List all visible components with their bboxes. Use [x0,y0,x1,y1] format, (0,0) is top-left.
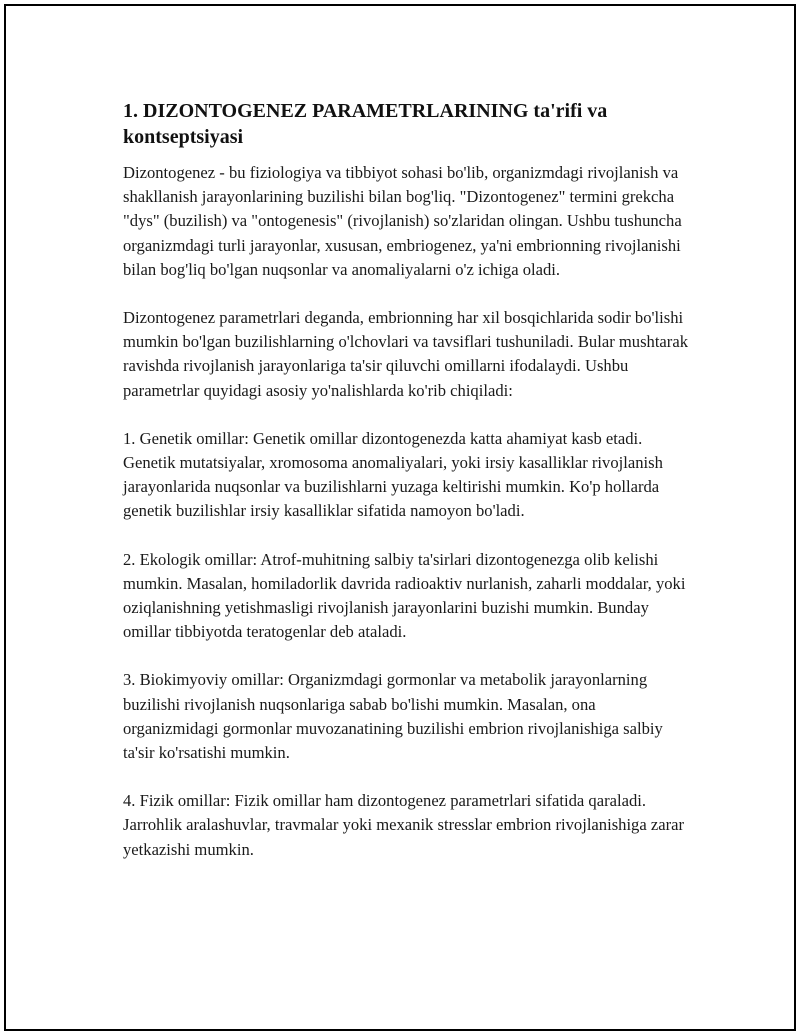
paragraph-parameters: Dizontogenez parametrlari deganda, embrionning har xil bosqichlarida sodir bo'lishi mumkin bo'lgan buzilishlarning o'lchovlari va tavsiflari tushuniladi. Bular mushtarak ravishda rivojlanish jarayonlariga ta'sir qiluvchi omillarni ifodalaydi. Ushbu parametrlar quyidagi asosiy yo'nalishlarda ko'rib chiqiladi: [123,308,688,400]
paragraph-biochemical-factors: 3. Biokimyoviy omillar: Organizmdagi gormonlar va metabolik jarayonlarning buzilishi rivojlanish nuqsonlariga sabab bo'lishi mumkin. Masalan, ona organizmidagi gormonlar muvozanatining buzilishi embrion rivojlanishiga salbiy ta'sir ko'rsatishi mumkin. [123,670,663,763]
page-frame [4,4,796,1031]
document-title: 1. DIZONTOGENEZ PARAMETRLARINING ta'rifi va kontseptsiyasi [123,100,608,148]
paragraph-intro: Dizontogenez - bu fiziologiya va tibbiyot sohasi bo'lib, organizmdagi rivojlanish va shakllanish jarayonlarining buzilishi bilan bog'liq. "Dizontogenez" termini grekcha "dys" (buzilish) va "ontogenesis" (rivojlanish) so'zlaridan olingan. Ushbu tushuncha organizmdagi turli jarayonlar, xususan, embriogenez, ya'ni embrionning rivojlanishi bilan bog'liq bo'lgan nuqsonlar va anomaliyalarni o'z ichiga oladi. [123,163,682,279]
paragraph-physical-factors: 4. Fizik omillar: Fizik omillar ham dizontogenez parametrlari sifatida qaraladi. Jarrohlik aralashuvlar, travmalar yoki mexanik stresslar embrion rivojlanishiga zarar yetkazishi mumkin. [123,791,685,859]
paragraph-ecological-factors: 2. Ekologik omillar: Atrof-muhitning salbiy ta'sirlari dizontogenezga olib kelishi mumkin. Masalan, homiladorlik davrida radioaktiv nurlanish, zaharli moddalar, yoki oziqlanishning yetishmasligi rivojlanish jarayonlarini buzishi mumkin. Bunday omillar tibbiyotda teratogenlar deb ataladi. [123,549,686,642]
document-body [123,98,693,862]
paragraph-genetic-factors: 1. Genetik omillar: Genetik omillar dizontogenezda katta ahamiyat kasb etadi. Genetik mutatsiyalar, xromosoma anomaliyalari, yoki irsiy kasalliklar rivojlanish jarayonlarida nuqsonlar va buzilishlarni yuzaga keltirishi mumkin. Ko'p hollarda genetik buzilishlar irsiy kasalliklar sifatida namoyon bo'ladi. [123,428,663,521]
